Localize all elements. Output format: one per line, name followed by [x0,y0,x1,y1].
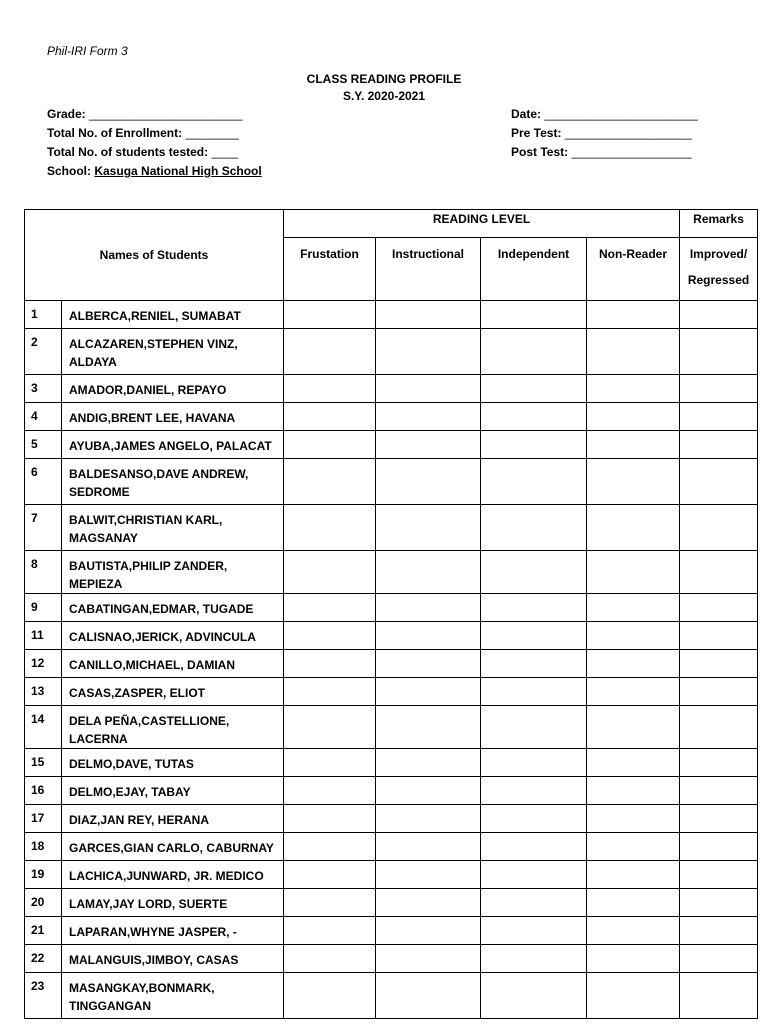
tested-field [47,145,238,159]
non-reader-cell [587,917,680,945]
posttest-blank: __________________ [571,145,692,159]
school-label: School: [47,164,91,178]
remarks-cell [680,459,758,505]
remarks-cell [680,777,758,805]
frustation-cell [284,805,376,833]
non-reader-cell [587,889,680,917]
enrollment-field [47,126,239,140]
independent-cell [481,594,587,622]
student-name: BALWIT,CHRISTIAN KARL, MAGSANAY [62,505,284,551]
student-number: 16 [25,777,62,805]
frustation-cell [284,706,376,749]
instructional-cell [376,945,481,973]
student-name: DELA PEÑA,CASTELLIONE, LACERNA [62,706,284,749]
table-row [25,551,758,594]
instructional-cell [376,861,481,889]
non-reader-cell [587,403,680,431]
independent-cell [481,375,587,403]
remarks-cell [680,375,758,403]
remarks-regressed: Regressed [687,273,750,287]
remarks-cell [680,945,758,973]
remarks-cell [680,551,758,594]
remarks-cell [680,650,758,678]
level-non-reader-header: Non-Reader [587,238,680,301]
table-row [25,889,758,917]
frustation-cell [284,431,376,459]
student-name: AMADOR,DANIEL, REPAYO [62,375,284,403]
table-row [25,833,758,861]
remarks-cell [680,889,758,917]
frustation-cell [284,375,376,403]
form-code: Phil-IRI Form 3 [47,44,128,58]
non-reader-cell [587,973,680,1019]
instructional-cell [376,403,481,431]
student-name: CALISNAO,JERICK, ADVINCULA [62,622,284,650]
frustation-cell [284,329,376,375]
student-name: ANDIG,BRENT LEE, HAVANA [62,403,284,431]
non-reader-cell [587,459,680,505]
table-row [25,973,758,1019]
frustation-cell [284,749,376,777]
student-name: DELMO,EJAY, TABAY [62,777,284,805]
independent-cell [481,329,587,375]
instructional-cell [376,622,481,650]
independent-cell [481,301,587,329]
independent-cell [481,805,587,833]
independent-cell [481,505,587,551]
non-reader-cell [587,833,680,861]
instructional-cell [376,749,481,777]
student-name: CANILLO,MICHAEL, DAMIAN [62,650,284,678]
student-number: 3 [25,375,62,403]
instructional-cell [376,594,481,622]
instructional-cell [376,973,481,1019]
frustation-cell [284,889,376,917]
remarks-cell [680,917,758,945]
student-name: MALANGUIS,JIMBOY, CASAS [62,945,284,973]
remarks-header: Remarks [680,210,758,238]
student-number: 5 [25,431,62,459]
student-name: DELMO,DAVE, TUTAS [62,749,284,777]
grade-blank: _______________________ [89,107,243,121]
table-row [25,678,758,706]
non-reader-cell [587,650,680,678]
names-header: Names of Students [25,210,284,301]
student-number: 14 [25,706,62,749]
remarks-cell [680,749,758,777]
date-field [511,107,698,121]
frustation-cell [284,650,376,678]
instructional-cell [376,650,481,678]
remarks-cell [680,505,758,551]
remarks-cell [680,833,758,861]
student-name: ALCAZAREN,STEPHEN VINZ, ALDAYA [62,329,284,375]
pretest-blank: ___________________ [564,126,692,140]
student-number: 12 [25,650,62,678]
frustation-cell [284,777,376,805]
instructional-cell [376,431,481,459]
student-name: GARCES,GIAN CARLO, CABURNAY [62,833,284,861]
student-number: 13 [25,678,62,706]
frustation-cell [284,505,376,551]
student-number: 17 [25,805,62,833]
tested-label: Total No. of students tested: [47,145,209,159]
independent-cell [481,678,587,706]
instructional-cell [376,833,481,861]
date-label: Date: [511,107,542,121]
student-number: 18 [25,833,62,861]
remarks-cell [680,973,758,1019]
table-row [25,777,758,805]
non-reader-cell [587,678,680,706]
non-reader-cell [587,749,680,777]
table-row [25,431,758,459]
school-value: Kasuga National High School [94,164,262,178]
grade-label: Grade: [47,107,86,121]
student-name: LACHICA,JUNWARD, JR. MEDICO [62,861,284,889]
table-row [25,505,758,551]
student-name: DIAZ,JAN REY, HERANA [62,805,284,833]
non-reader-cell [587,505,680,551]
instructional-cell [376,301,481,329]
non-reader-cell [587,594,680,622]
independent-cell [481,749,587,777]
student-number: 20 [25,889,62,917]
remarks-cell [680,301,758,329]
independent-cell [481,459,587,505]
remarks-cell [680,403,758,431]
remarks-cell [680,678,758,706]
frustation-cell [284,917,376,945]
remarks-cell [680,706,758,749]
frustation-cell [284,403,376,431]
table-row [25,861,758,889]
frustation-cell [284,945,376,973]
independent-cell [481,622,587,650]
enrollment-blank: ________ [185,126,239,140]
frustation-cell [284,833,376,861]
table-row [25,301,758,329]
independent-cell [481,889,587,917]
student-number: 1 [25,301,62,329]
independent-cell [481,777,587,805]
student-number: 9 [25,594,62,622]
table-row [25,917,758,945]
remarks-cell [680,622,758,650]
student-number: 21 [25,917,62,945]
non-reader-cell [587,622,680,650]
reading-level-header: READING LEVEL [284,210,680,238]
student-name: BAUTISTA,PHILIP ZANDER, MEPIEZA [62,551,284,594]
reading-profile-table [24,209,758,1019]
level-instructional-header: Instructional [376,238,481,301]
student-name: AYUBA,JAMES ANGELO, PALACAT [62,431,284,459]
student-name: CABATINGAN,EDMAR, TUGADE [62,594,284,622]
instructional-cell [376,551,481,594]
instructional-cell [376,805,481,833]
student-name: MASANGKAY,BONMARK, TINGGANGAN [62,973,284,1019]
non-reader-cell [587,329,680,375]
remarks-improved: Improved/ [689,247,748,261]
title-block [0,71,768,105]
tested-blank: ____ [211,145,239,159]
non-reader-cell [587,375,680,403]
independent-cell [481,551,587,594]
independent-cell [481,973,587,1019]
level-frustation-header: Frustation [284,238,376,301]
student-number: 15 [25,749,62,777]
non-reader-cell [587,945,680,973]
non-reader-cell [587,706,680,749]
table-row [25,375,758,403]
table-row [25,805,758,833]
student-name: LAMAY,JAY LORD, SUERTE [62,889,284,917]
remarks-cell [680,861,758,889]
table-row [25,403,758,431]
student-number: 8 [25,551,62,594]
student-number: 7 [25,505,62,551]
non-reader-cell [587,551,680,594]
table-row [25,945,758,973]
instructional-cell [376,329,481,375]
enrollment-label: Total No. of Enrollment: [47,126,183,140]
table-row [25,650,758,678]
remarks-cell [680,431,758,459]
non-reader-cell [587,301,680,329]
frustation-cell [284,301,376,329]
grade-field [47,107,243,121]
independent-cell [481,650,587,678]
remarks-cell [680,805,758,833]
remarks-cell [680,329,758,375]
student-number: 2 [25,329,62,375]
school-year: S.Y. 2020-2021 [342,89,426,103]
table-row [25,459,758,505]
pretest-field [511,126,692,140]
instructional-cell [376,678,481,706]
independent-cell [481,917,587,945]
posttest-field [511,145,692,159]
non-reader-cell [587,861,680,889]
student-number: 6 [25,459,62,505]
student-number: 23 [25,973,62,1019]
student-number: 4 [25,403,62,431]
date-blank: _______________________ [544,107,698,121]
independent-cell [481,833,587,861]
frustation-cell [284,622,376,650]
remarks-sub-header [680,238,758,301]
non-reader-cell [587,431,680,459]
frustation-cell [284,551,376,594]
frustation-cell [284,459,376,505]
student-number: 19 [25,861,62,889]
independent-cell [481,945,587,973]
instructional-cell [376,917,481,945]
student-number: 11 [25,622,62,650]
independent-cell [481,403,587,431]
table-row [25,329,758,375]
instructional-cell [376,459,481,505]
level-independent-header: Independent [481,238,587,301]
table-row [25,594,758,622]
instructional-cell [376,777,481,805]
non-reader-cell [587,805,680,833]
instructional-cell [376,889,481,917]
remarks-cell [680,594,758,622]
table-row [25,706,758,749]
posttest-label: Post Test: [511,145,569,159]
student-number: 22 [25,945,62,973]
frustation-cell [284,861,376,889]
frustation-cell [284,973,376,1019]
table-row [25,749,758,777]
instructional-cell [376,706,481,749]
non-reader-cell [587,777,680,805]
frustation-cell [284,678,376,706]
page-title: CLASS READING PROFILE [306,72,462,86]
independent-cell [481,431,587,459]
instructional-cell [376,505,481,551]
student-name: LAPARAN,WHYNE JASPER, - [62,917,284,945]
instructional-cell [376,375,481,403]
student-name: ALBERCA,RENIEL, SUMABAT [62,301,284,329]
student-name: CASAS,ZASPER, ELIOT [62,678,284,706]
student-name: BALDESANSO,DAVE ANDREW, SEDROME [62,459,284,505]
independent-cell [481,706,587,749]
school-field [47,164,262,178]
table-row [25,622,758,650]
student-rows [25,301,758,1019]
frustation-cell [284,594,376,622]
pretest-label: Pre Test: [511,126,562,140]
independent-cell [481,861,587,889]
